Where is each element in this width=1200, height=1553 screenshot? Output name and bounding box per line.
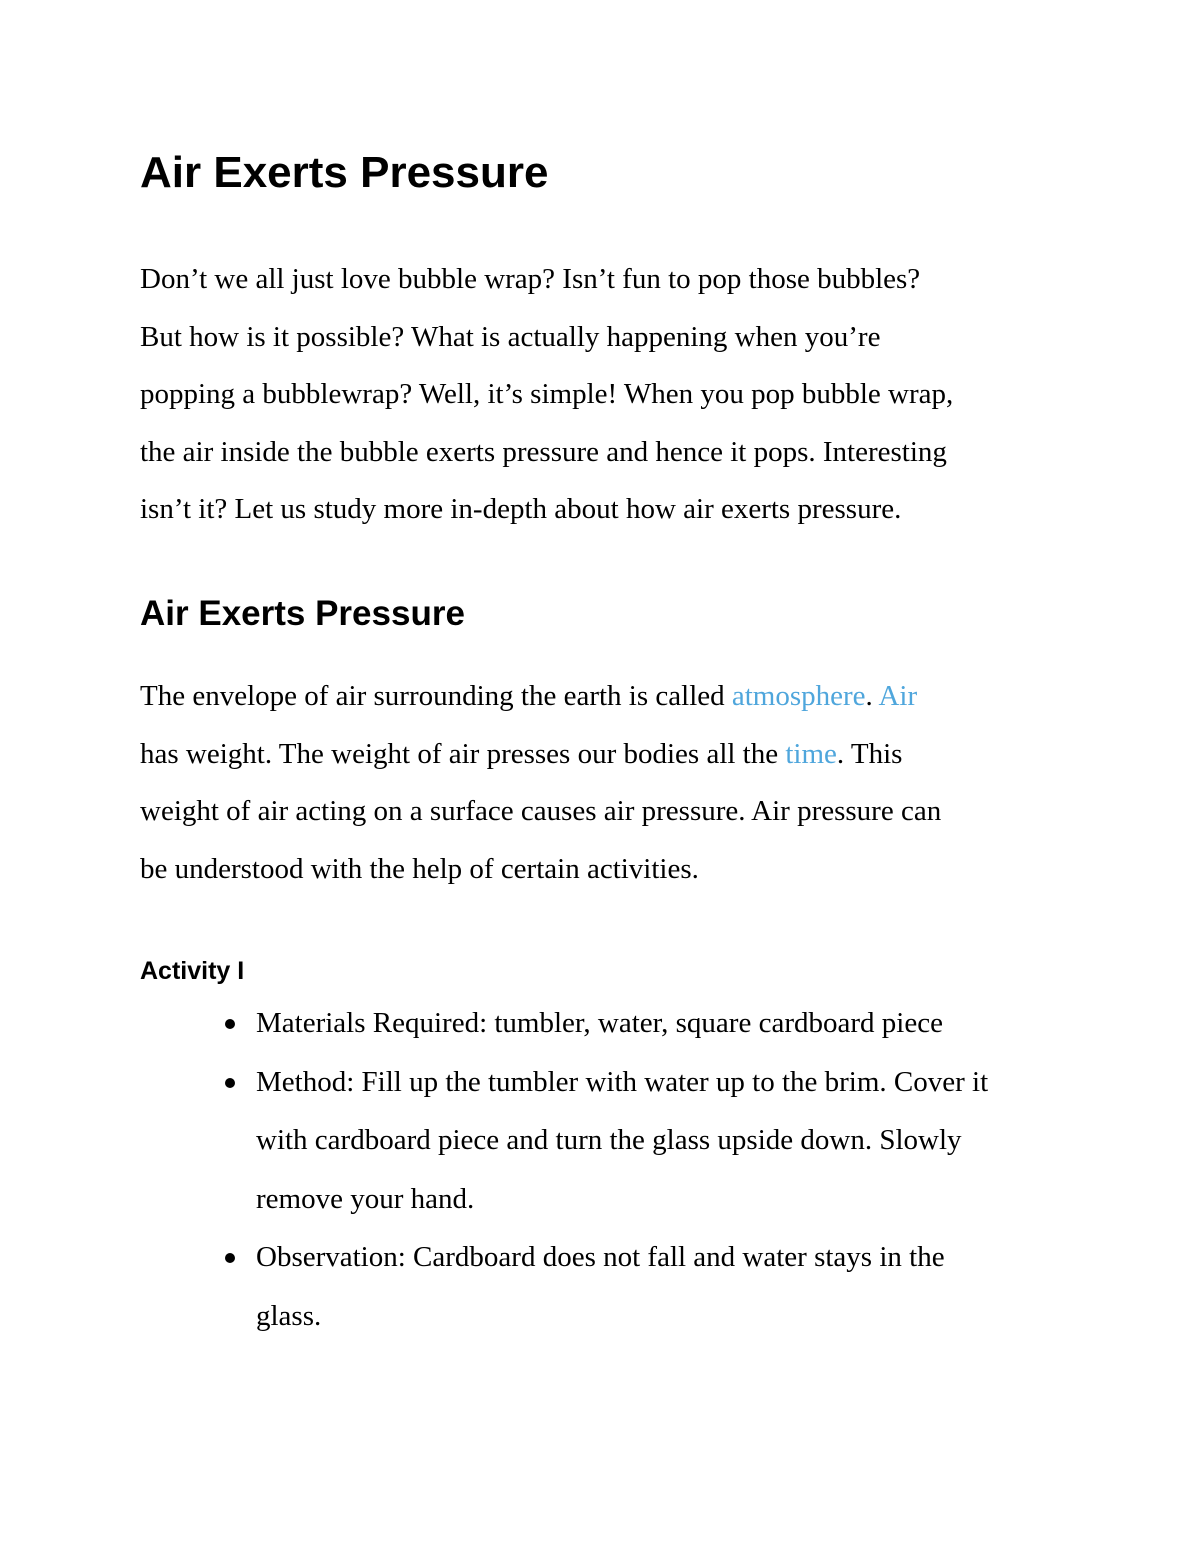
bullet-icon	[225, 1253, 235, 1263]
intro-line: But how is it possible? What is actually happening when you’re	[140, 320, 881, 353]
bullet-icon	[225, 1078, 235, 1088]
atmosphere-paragraph	[140, 668, 941, 898]
list-item-materials	[0, 994, 988, 1053]
section-heading: Air Exerts Pressure	[140, 594, 465, 633]
line-text: .	[865, 680, 879, 712]
activity-list	[0, 994, 988, 1345]
paragraph-line: be understood with the help of certain activities.	[140, 852, 699, 885]
intro-line: Don’t we all just love bubble wrap? Isn’t fun to pop those bubbles?	[140, 263, 921, 295]
page-title: Air Exerts Pressure	[140, 148, 549, 197]
list-item-observation	[0, 1228, 988, 1345]
list-item-line: Method: Fill up the tumbler with water up to the brim. Cover it	[256, 1065, 989, 1098]
atmosphere-link[interactable]: atmosphere	[731, 680, 866, 712]
intro-line: popping a bubblewrap? Well, it’s simple! When you pop bubble wrap,	[140, 378, 954, 410]
list-item-method	[0, 1053, 988, 1229]
intro-paragraph	[140, 251, 953, 539]
line-text: . This	[836, 737, 903, 770]
intro-line: isn’t it? Let us study more in-depth about how air exerts pressure.	[140, 493, 902, 525]
activity-heading: Activity I	[140, 957, 245, 985]
list-item-line: with cardboard piece and turn the glass upside down. Slowly	[256, 1124, 962, 1156]
paragraph-line	[140, 668, 941, 726]
list-item-line: Observation: Cardboard does not fall and water stays in the	[256, 1241, 945, 1273]
list-item-line: glass.	[256, 1299, 322, 1332]
bullet-icon	[225, 1019, 235, 1029]
air-link[interactable]: Air	[878, 680, 918, 712]
list-item-line: Materials Required: tumbler, water, square cardboard piece	[256, 1007, 943, 1039]
paragraph-line	[140, 726, 941, 784]
list-item-line: remove your hand.	[256, 1182, 475, 1215]
paragraph-line: weight of air acting on a surface causes air pressure. Air pressure can	[140, 795, 942, 827]
intro-line: the air inside the bubble exerts pressure and hence it pops. Interesting	[140, 435, 947, 468]
line-text: has weight. The weight of air presses our bodies all the	[140, 737, 786, 770]
line-text: The envelope of air surrounding the earth is called	[140, 680, 732, 712]
time-link[interactable]: time	[785, 737, 837, 770]
